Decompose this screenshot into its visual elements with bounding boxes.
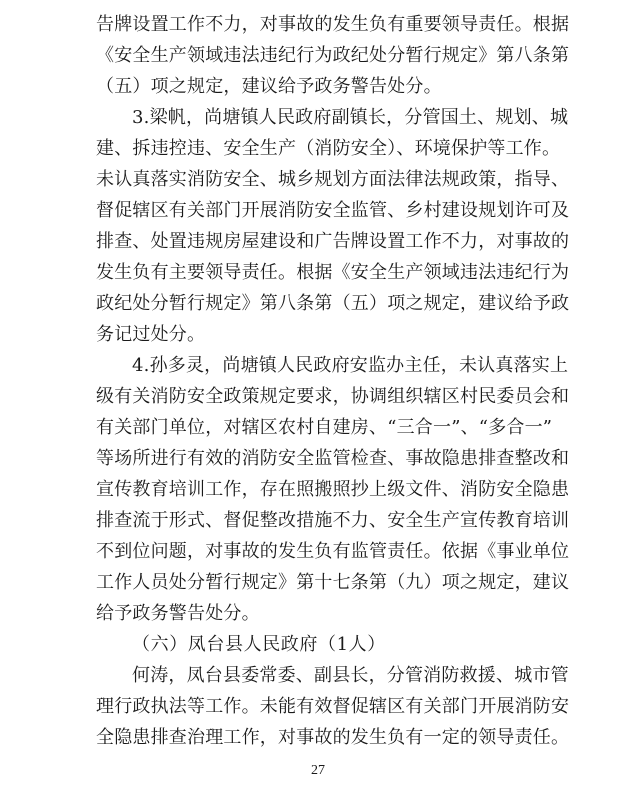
paragraph-line: （五）项之规定，建议给予政务警告处分。 (96, 76, 442, 97)
paragraph-line: 建、拆违控违、安全生产（消防安全）、环境保护等工作。 (96, 138, 561, 159)
section-heading: （六）凤台县人民政府（1人） (132, 634, 386, 655)
paragraph-line: 理行政执法等工作。未能有效督促辖区有关部门开展消防安 (96, 696, 570, 717)
paragraph-line: 何涛，凤台县委常委、副县长，分管消防救援、城市管 (132, 665, 569, 686)
paragraph-line: 3.梁帆，尚塘镇人民政府副镇长，分管国土、规划、城 (132, 107, 569, 128)
paragraph-line: 督促辖区有关部门开展消防安全监管、乡村建设规划许可及 (96, 200, 570, 221)
paragraph-line: 宣传教育培训工作，存在照搬照抄上级文件、消防安全隐患 (96, 479, 570, 500)
paragraph-line: 级有关消防安全政策规定要求，协调组织辖区村民委员会和 (96, 386, 570, 407)
paragraph-line: 告牌设置工作不力，对事故的发生负有重要领导责任。根据 (96, 14, 570, 35)
paragraph-line: 4.孙多灵，尚塘镇人民政府安监办主任，未认真落实上 (132, 355, 569, 376)
paragraph-line: 工作人员处分暂行规定》第十七条第（九）项之规定，建议 (96, 572, 570, 593)
paragraph-line: 《安全生产领域违法违纪行为政纪处分暂行规定》第八条第 (96, 45, 570, 66)
paragraph-line: 排查、处置违规房屋建设和广告牌设置工作不力，对事故的 (96, 231, 570, 252)
paragraph-line: 全隐患排查治理工作，对事故的发生负有一定的领导责任。 (96, 727, 570, 748)
page-number: 27 (311, 763, 325, 778)
paragraph-line: 排查流于形式、督促整改措施不力、安全生产宣传教育培训 (96, 510, 570, 531)
paragraph-line: 有关部门单位，对辖区农村自建房、“三合一”、“多合一” (96, 417, 553, 438)
paragraph-line: 未认真落实消防安全、城乡规划方面法律法规政策，指导、 (96, 169, 570, 190)
paragraph-line: 政纪处分暂行规定》第八条第（五）项之规定，建议给予政 (96, 293, 570, 314)
paragraph-line: 发生负有主要领导责任。根据《安全生产领域违法违纪行为 (96, 262, 570, 283)
paragraph-line: 给予政务警告处分。 (96, 603, 260, 624)
paragraph-line: 等场所进行有效的消防安全监管检查、事故隐患排查整改和 (96, 448, 570, 469)
paragraph-line: 不到位问题，对事故的发生负有监管责任。依据《事业单位 (96, 541, 570, 562)
paragraph-line: 务记过处分。 (96, 324, 206, 345)
